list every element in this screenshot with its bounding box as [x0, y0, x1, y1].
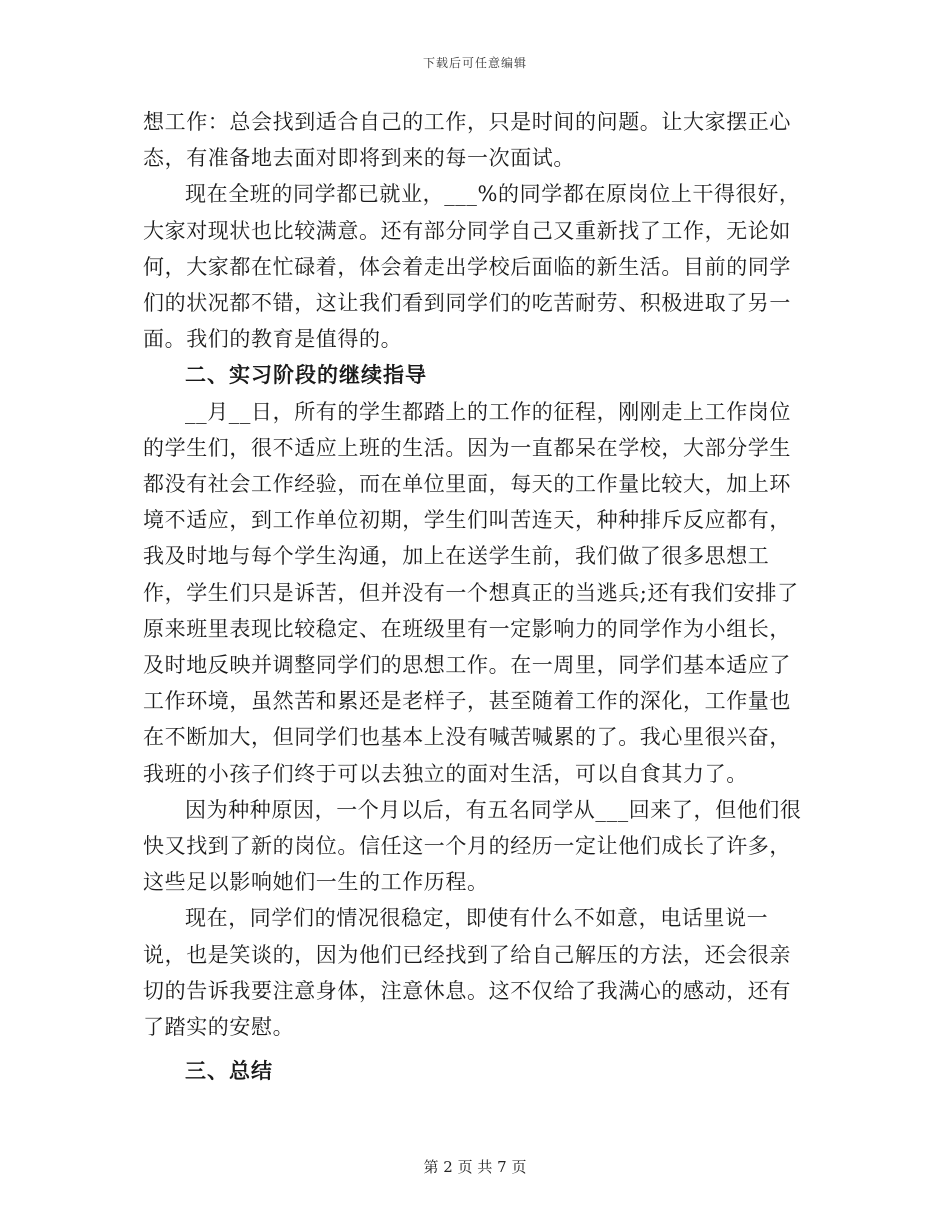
paragraph-4: 因为种种原因，一个月以后，有五名同学从___回来了，但他们很快又找到了新的岗位。信任这一个月的经历一定让他们成长了许多，这些足以影响她们一生的工作历程。 [143, 797, 802, 895]
paragraph-2: 现在全班的同学都已就业，___%的同学都在原岗位上干得很好，大家对现状也比较满意。还有部分同学自己又重新找了工作，无论如何，大家都在忙碌着，体会着走出学校后面临的新生活。目前的同学们的状况都不错，这让我们看到同学们的吃苦耐劳、积极进取了另一面。我们的教育是值得的。 [143, 182, 801, 352]
paragraph-3: __月__日，所有的学生都踏上的工作的征程，刚刚走上工作岗位的学生们，很不适应上班的生活。因为一直都呆在学校，大部分学生都没有社会工作经验，而在单位里面，每天的工作量比较大，加上环境不适应，到工作单位初期，学生们叫苦连天，种种排斥反应都有，我及时地与每个学生沟通，加上在送学生前，我们做了很多思想工作，学生们只是诉苦，但并没有一个想真正的当逃兵;还有我们安排了原来班里表现比较稳定、在班级里有一定影响力的同学作为小组长，及时地反映并调整同学们的思想工作。在一周里，同学们基本适应了工作环境，虽然苦和累还是老样子，甚至随着工作的深化，工作量也在不断加大，但同学们也基本上没有喊苦喊累的了。我心里很兴奋，我班的小孩子们终于可以去独立的面对生活，可以自食其力了。 [143, 399, 799, 786]
paragraph-1: 想工作：总会找到适合自己的工作，只是时间的问题。让大家摆正心态，有准备地去面对即将到来的每一次面试。 [143, 110, 791, 171]
paragraph-5: 现在，同学们的情况很稳定，即使有什么不如意，电话里说一说，也是笑谈的，因为他们已经找到了给自己解压的方法，还会很亲切的告诉我要注意身体，注意休息。这不仅给了我满心的感动，还有了踏实的安慰。 [143, 906, 791, 1040]
document-body [143, 104, 808, 1089]
page-number: 第 2 页 共 7 页 [423, 1158, 527, 1176]
section-heading-2: 二、实习阶段的继续指导 [185, 363, 427, 388]
section-heading-3: 三、总结 [185, 1059, 273, 1084]
header-note: 下载后可任意编辑 [422, 56, 527, 70]
